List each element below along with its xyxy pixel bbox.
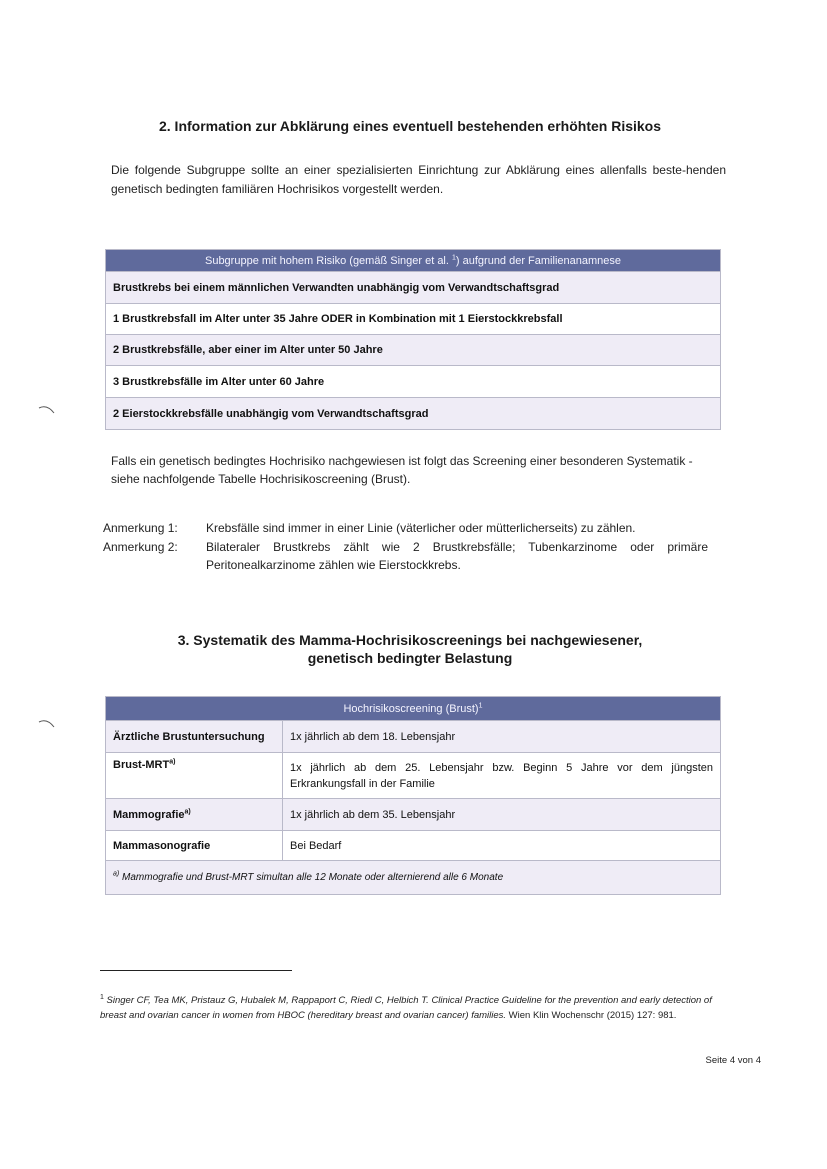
screening-row-value: 1x jährlich ab dem 35. Lebensjahr [283,799,721,831]
screening-table-footnote: $^{a)}$ Mammografie und Brust-MRT simultan alle 12 Monate oder alternierend alle 6 Monate [106,861,721,895]
scan-mark [38,403,56,417]
footnote-separator [100,970,292,971]
section2-intro: Die folgende Subgruppe sollte an einer spezialisierten Einrichtung zur Abklärung eines allenfalls beste-henden genetisch bedingten familiären Hochrisikos vorgestellt werden. [111,163,726,196]
screening-row-label: Mammografie$^{a)}$ [106,799,283,831]
screening-row-label: Brust-MRT$^{a)}$ [106,753,283,799]
screening-table-header: Hochrisikoscreening (Brust)$^1$ [106,697,721,721]
scan-mark [38,717,56,731]
note-1 [103,521,708,535]
section3-heading-line2: genetisch bedingter Belastung [307,650,513,666]
risk-table [105,249,721,430]
risk-table-row: 1 Brustkrebsfall im Alter unter 35 Jahre ODER in Kombination mit 1 Eierstockkrebsfall [106,304,721,335]
screening-row-value: 1x jährlich ab dem 25. Lebensjahr bzw. Beginn 5 Jahre vor dem jüngsten Erkrankungsfall in der Familie [283,753,721,799]
note-label: Anmerkung 1: [103,521,178,535]
note-text: Bilateraler Brustkrebs zählt wie 2 Brustkrebsfälle; Tubenkarzinome oder primäre Peritonealkarzinome zählen wie Eierstockkrebs. [206,540,708,572]
screening-row-value: Bei Bedarf [283,831,721,861]
screening-row-label: Ärztliche Brustuntersuchung [106,721,283,753]
footnote-citation: Singer CF, Tea MK, Pristauz G, Hubalek M, Rappaport C, Riedl C, Helbich T. Clinical Practice Guideline for the prevention and early detection of breast and ovarian cancer in women from HBOC (hereditary breast and ovarian cancer) families. [100,995,712,1021]
screening-row-value: 1x jährlich ab dem 18. Lebensjahr [283,721,721,753]
screening-row-label: Mammasonografie [106,831,283,861]
risk-table-header: Subgruppe mit hohem Risiko (gemäß Singer et al. $^1$) aufgrund der Familienanamnese [106,250,721,272]
page-number: Seite 4 von 4 [705,1055,761,1066]
section2-heading: 2. Information zur Abklärung eines eventuell bestehenden erhöhten Risikos [158,118,662,134]
footnote [100,993,718,1023]
risk-table-row: 2 Eierstockkrebsfälle unabhängig vom Verwandtschaftsgrad [106,398,721,430]
risk-table-row: 3 Brustkrebsfälle im Alter unter 60 Jahre [106,366,721,398]
risk-table-row: 2 Brustkrebsfälle, aber einer im Alter unter 50 Jahre [106,335,721,366]
after-table-text: Falls ein genetisch bedingtes Hochrisiko nachgewiesen ist folgt das Screening einer besonderen Systematik - siehe nachfolgende Tabelle Hochrisikoscreening (Brust). [111,454,693,486]
footnote-number: 1 [100,993,104,1001]
section3-heading-line1: 3. Systematik des Mamma-Hochrisikoscreenings bei nachgewiesener, [177,632,643,648]
footnote-journal: Wien Klin Wochenschr (2015) 127: 981. [506,1010,677,1021]
risk-table-row: Brustkrebs bei einem männlichen Verwandten unabhängig vom Verwandtschaftsgrad [106,272,721,304]
note-text: Krebsfälle sind immer in einer Linie (väterlicher oder mütterlicherseits) zu zählen. [206,521,636,535]
screening-table [105,696,721,895]
note-2 [103,538,708,574]
note-label: Anmerkung 2: [103,540,178,554]
